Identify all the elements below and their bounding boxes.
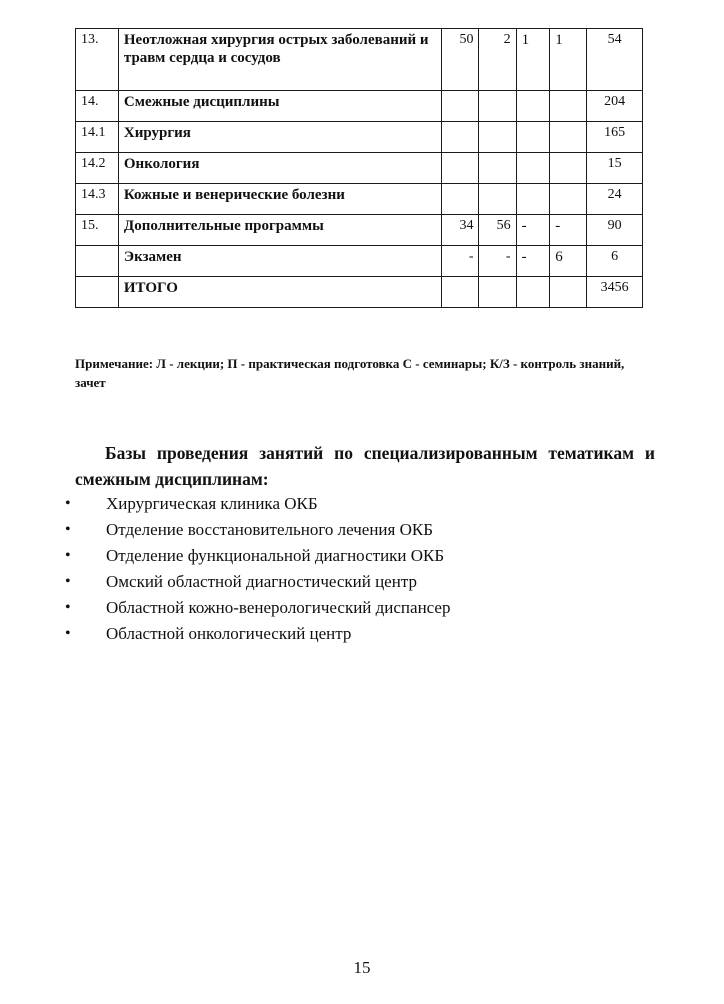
list-item <box>65 543 450 569</box>
total-cell: 15 <box>587 153 643 184</box>
row-title: Смежные дисциплины <box>118 91 442 122</box>
control-cell: - <box>550 215 587 246</box>
total-cell: 90 <box>587 215 643 246</box>
row-title: Дополнительные программы <box>118 215 442 246</box>
list-item-text: Областной онкологический центр <box>106 624 352 643</box>
seminars-cell <box>516 91 550 122</box>
control-cell <box>550 153 587 184</box>
bullet-icon: • <box>65 521 71 538</box>
list-item <box>65 621 450 647</box>
bullet-icon: • <box>65 495 71 512</box>
table-row <box>76 122 643 153</box>
seminars-cell <box>516 122 550 153</box>
practice-cell <box>479 122 516 153</box>
table-row <box>76 153 643 184</box>
bullet-icon: • <box>65 599 71 616</box>
list-item-text: Отделение функциональной диагностики ОКБ <box>106 546 445 565</box>
seminars-cell: 1 <box>516 29 550 91</box>
practice-cell: - <box>479 246 516 277</box>
control-cell <box>550 91 587 122</box>
bases-list <box>65 491 450 647</box>
table-row <box>76 246 643 277</box>
row-title: Неотложная хирургия острых заболеваний и травм сердца и сосудов <box>118 29 442 91</box>
total-cell: 54 <box>587 29 643 91</box>
control-cell <box>550 184 587 215</box>
row-number: 14.3 <box>76 184 119 215</box>
practice-cell <box>479 277 516 308</box>
row-title: Онкология <box>118 153 442 184</box>
practice-cell <box>479 91 516 122</box>
lectures-cell <box>442 184 479 215</box>
total-cell: 165 <box>587 122 643 153</box>
total-cell: 24 <box>587 184 643 215</box>
seminars-cell <box>516 277 550 308</box>
total-cell: 3456 <box>587 277 643 308</box>
list-item-text: Отделение восстановительного лечения ОКБ <box>106 520 433 539</box>
section-heading: Базы проведения занятий по специализированным тематикам и смежным дисциплинам: <box>75 443 655 489</box>
list-item <box>65 517 450 543</box>
lectures-cell <box>442 277 479 308</box>
curriculum-table <box>75 28 643 308</box>
bullet-icon: • <box>65 573 71 590</box>
table-row <box>76 184 643 215</box>
lectures-cell: 34 <box>442 215 479 246</box>
lectures-cell <box>442 122 479 153</box>
row-number <box>76 246 119 277</box>
seminars-cell: - <box>516 215 550 246</box>
lectures-cell: 50 <box>442 29 479 91</box>
list-item-text: Омский областной диагностический центр <box>106 572 417 591</box>
table-row <box>76 215 643 246</box>
seminars-cell: - <box>516 246 550 277</box>
row-title: ИТОГО <box>118 277 442 308</box>
bullet-icon: • <box>65 547 71 564</box>
table-row <box>76 29 643 91</box>
practice-cell <box>479 153 516 184</box>
row-number <box>76 277 119 308</box>
page-number: 15 <box>353 958 371 977</box>
practice-cell: 56 <box>479 215 516 246</box>
seminars-cell <box>516 184 550 215</box>
row-title: Хирургия <box>118 122 442 153</box>
list-item <box>65 595 450 621</box>
control-cell: 6 <box>550 246 587 277</box>
control-cell <box>550 277 587 308</box>
lectures-cell <box>442 91 479 122</box>
lectures-cell: - <box>442 246 479 277</box>
row-number: 15. <box>76 215 119 246</box>
table-note: Примечание: Л - лекции; П - практическая подготовка С - семинары; К/З - контроль знаний, зачет <box>75 356 625 390</box>
total-cell: 6 <box>587 246 643 277</box>
table-row <box>76 277 643 308</box>
bullet-icon: • <box>65 625 71 642</box>
total-cell: 204 <box>587 91 643 122</box>
practice-cell: 2 <box>479 29 516 91</box>
list-item-text: Областной кожно-венерологический диспансер <box>106 598 451 617</box>
control-cell <box>550 122 587 153</box>
table-row <box>76 91 643 122</box>
row-title: Кожные и венерические болезни <box>118 184 442 215</box>
seminars-cell <box>516 153 550 184</box>
control-cell: 1 <box>550 29 587 91</box>
row-number: 14.2 <box>76 153 119 184</box>
practice-cell <box>479 184 516 215</box>
row-number: 14.1 <box>76 122 119 153</box>
list-item-text: Хирургическая клиника ОКБ <box>106 494 318 513</box>
row-number: 13. <box>76 29 119 91</box>
row-title: Экзамен <box>118 246 442 277</box>
list-item <box>65 491 450 517</box>
list-item <box>65 569 450 595</box>
lectures-cell <box>442 153 479 184</box>
row-number: 14. <box>76 91 119 122</box>
